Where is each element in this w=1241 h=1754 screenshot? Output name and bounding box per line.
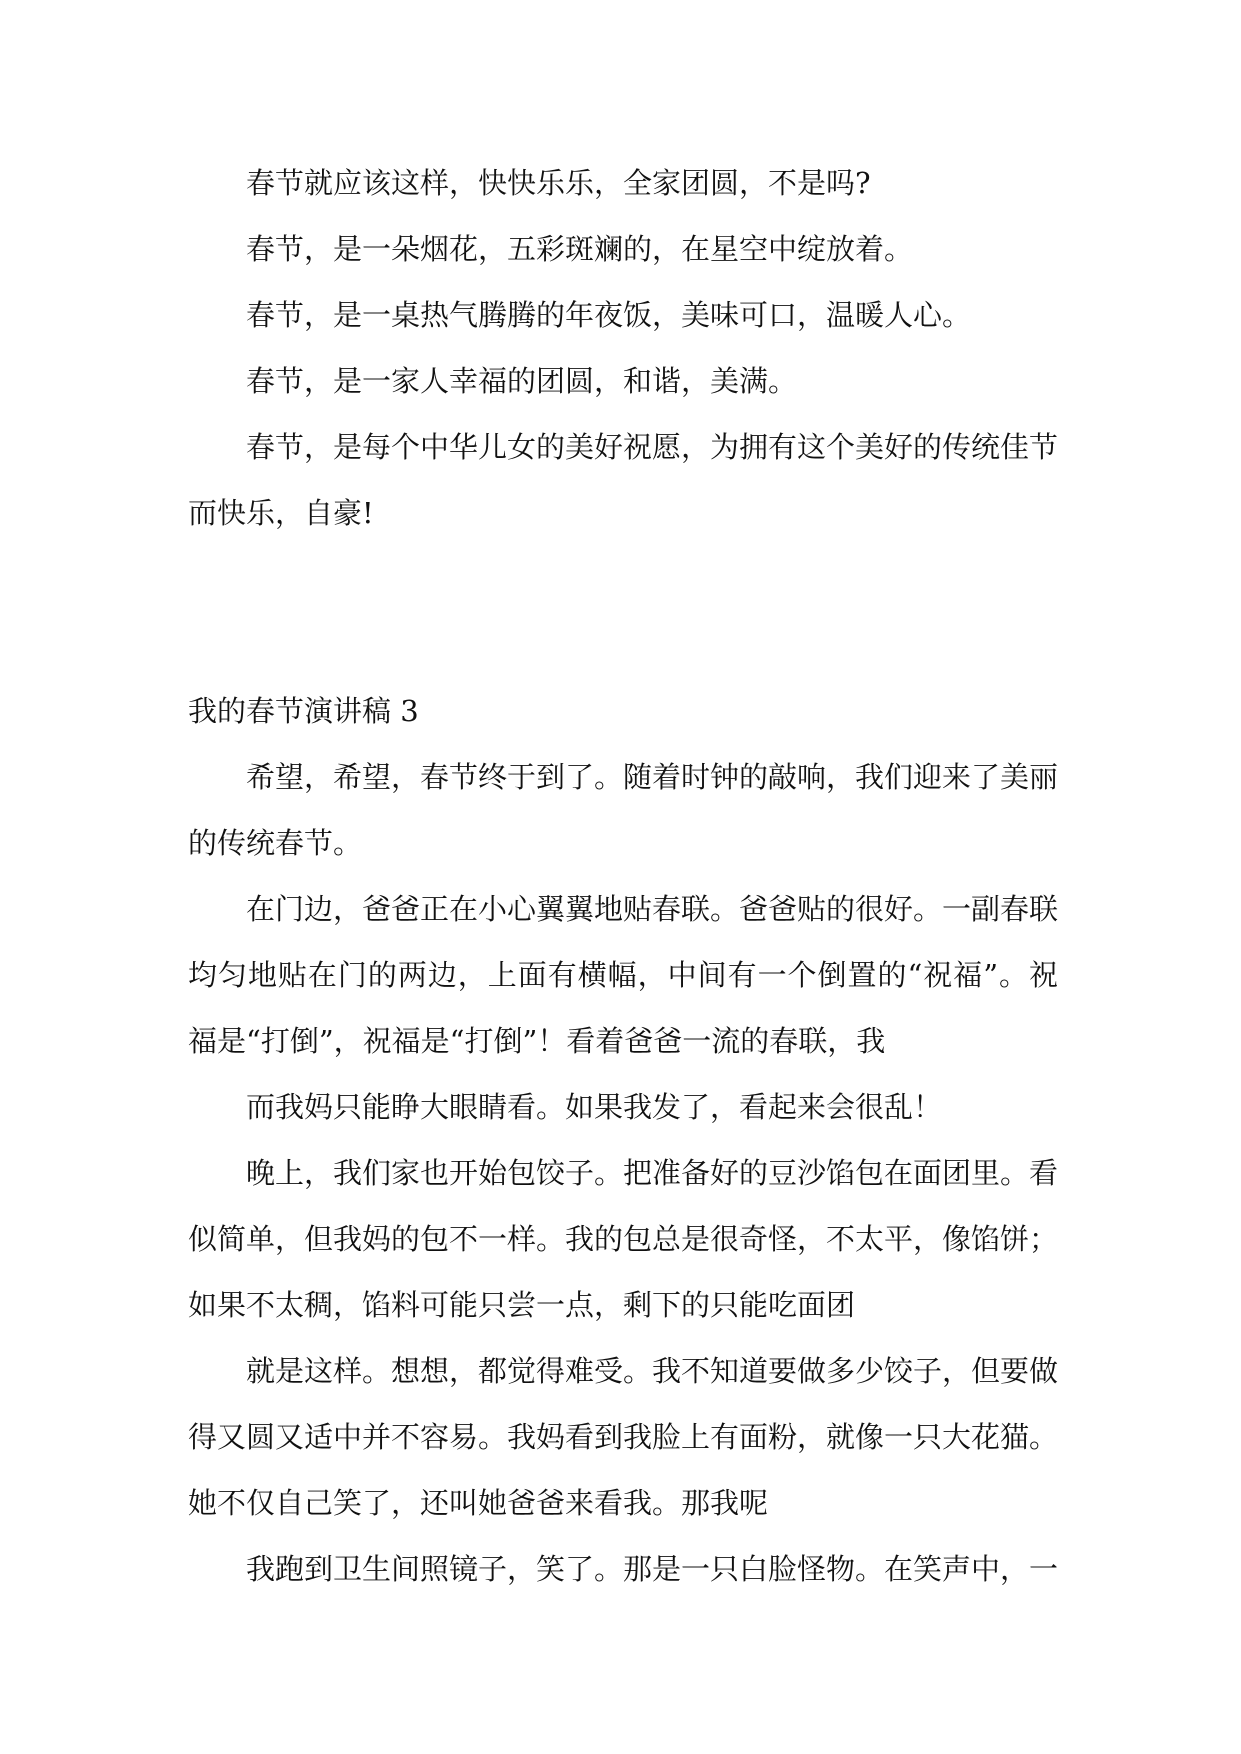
- paragraph: 在门边，爸爸正在小心翼翼地贴春联。爸爸贴的很好。一副春联均匀地贴在门的两边，上面有横幅，中间有一个倒置的“祝福”。祝福是“打倒”，祝福是“打倒”！看着爸爸一流的春联，我: [188, 892, 1059, 1058]
- paragraph: 而我妈只能睁大眼睛看。如果我发了，看起来会很乱！: [246, 1090, 943, 1124]
- paragraph: 晚上，我们家也开始包饺子。把准备好的豆沙馅包在面团里。看似简单，但我妈的包不一样。我的包总是很奇怪，不太平，像馅饼；如果不太稠，馅料可能只尝一点，剩下的只能吃面团: [188, 1156, 1059, 1322]
- paragraph: 希望，希望，春节终于到了。随着时钟的敲响，我们迎来了美丽的传统春节。: [188, 760, 1059, 860]
- section-title: 我的春节演讲稿 3: [188, 694, 419, 728]
- paragraph: 春节，是每个中华儿女的美好祝愿，为拥有这个美好的传统佳节而快乐，自豪!: [188, 430, 1059, 530]
- paragraph: 我跑到卫生间照镜子，笑了。那是一只白脸怪物。在笑声中，一: [246, 1552, 1059, 1586]
- paragraph: 春节就应该这样，快快乐乐，全家团圆，不是吗?: [246, 166, 871, 200]
- paragraph: 就是这样。想想，都觉得难受。我不知道要做多少饺子，但要做得又圆又适中并不容易。我妈看到我脸上有面粉，就像一只大花猫。她不仅自己笑了，还叫她爸爸来看我。那我呢: [188, 1354, 1059, 1520]
- paragraph: 春节，是一朵烟花，五彩斑斓的，在星空中绽放着。: [246, 232, 914, 266]
- paragraph: 春节，是一家人幸福的团圆，和谐，美满。: [246, 364, 798, 398]
- paragraph: 春节，是一桌热气腾腾的年夜饭，美味可口，温暖人心。: [246, 298, 972, 332]
- section-gap: [188, 546, 1058, 678]
- document-page: [188, 150, 1058, 1602]
